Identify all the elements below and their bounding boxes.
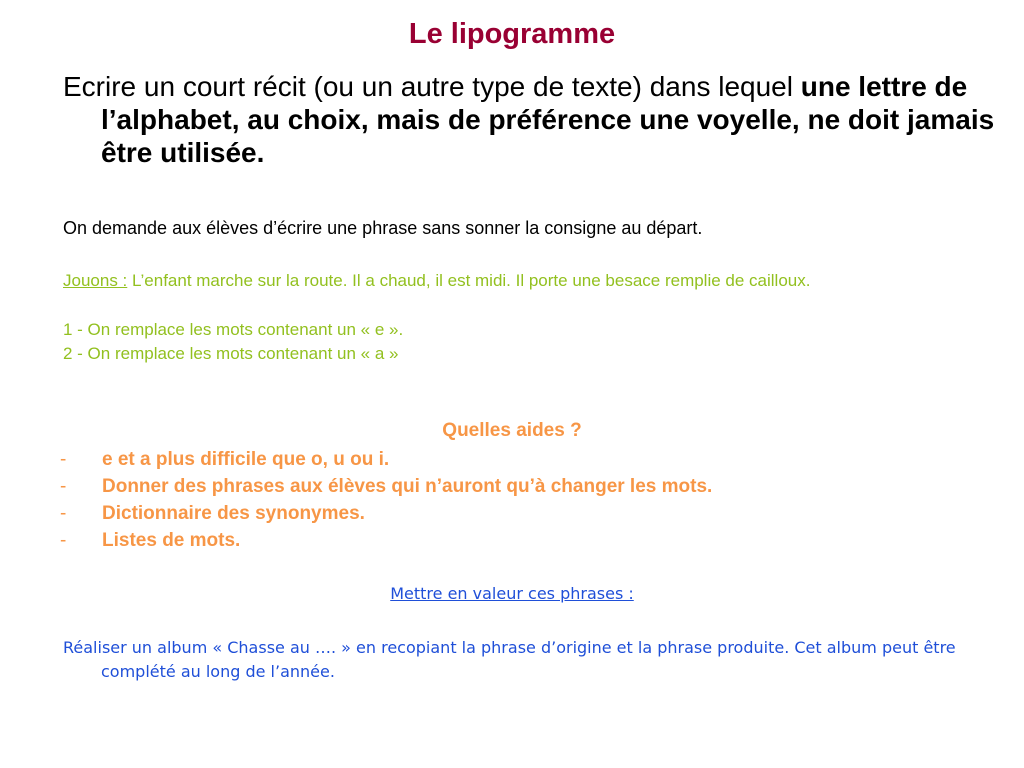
jouons-line bbox=[63, 271, 810, 291]
slide-title: Le lipogramme bbox=[408, 18, 616, 50]
dash-bullet: - bbox=[60, 476, 67, 497]
intro-bold-text: une lettre de l’alphabet, au choix, mais de préférence une voyelle, ne doit jamais être utilisée. bbox=[101, 71, 995, 168]
aide-text: Dictionnaire des synonymes. bbox=[102, 503, 365, 524]
demande-text: On demande aux élèves d’écrire une phrase sans sonner la consigne au départ. bbox=[63, 218, 703, 238]
aide-text: e et a plus difficile que o, u ou i. bbox=[102, 449, 390, 470]
intro-normal-text: Ecrire un court récit (ou un autre type de texte) dans lequel bbox=[63, 71, 801, 102]
list-item bbox=[60, 500, 712, 527]
dash-bullet: - bbox=[60, 530, 67, 551]
jouons-text: L’enfant marche sur la route. Il a chaud, il est midi. Il porte une besace remplie de cailloux. bbox=[127, 271, 811, 290]
dash-bullet: - bbox=[60, 449, 67, 470]
valeur-heading: Mettre en valeur ces phrases : bbox=[390, 584, 634, 603]
aides-title: Quelles aides ? bbox=[442, 420, 582, 441]
dash-bullet: - bbox=[60, 503, 67, 524]
list-item bbox=[60, 527, 712, 554]
aides-list bbox=[60, 446, 712, 554]
list-item bbox=[60, 446, 712, 473]
album-paragraph: Réaliser un album « Chasse au …. » en recopiant la phrase d’origine et la phrase produite. Cet album peut être complété au long de l’année. bbox=[63, 638, 956, 681]
intro-paragraph bbox=[63, 70, 1011, 169]
jouons-label: Jouons : bbox=[63, 271, 128, 290]
example-1: 1 - On remplace les mots contenant un « e ». bbox=[63, 320, 404, 339]
aide-text: Listes de mots. bbox=[102, 530, 241, 551]
example-2: 2 - On remplace les mots contenant un « a » bbox=[63, 344, 399, 363]
list-item bbox=[60, 473, 712, 500]
aide-text: Donner des phrases aux élèves qui n’auront qu’à changer les mots. bbox=[102, 476, 713, 497]
